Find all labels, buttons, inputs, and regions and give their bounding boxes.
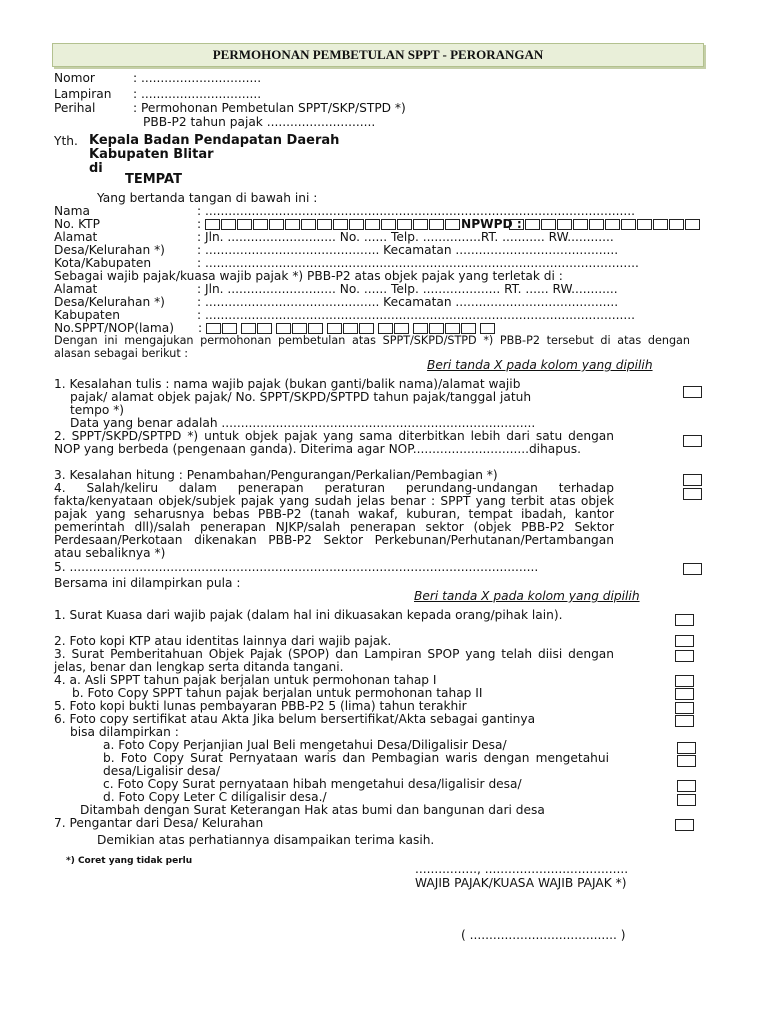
alasan-2: 2. SPPT/SKPD/SPTPD *) untuk objek pajak yang sama diterbitkan lebih dari satu dengan NOP yang berbeda (pengenaan ganda). Diterima agar NOP..............................dihapus. — [54, 429, 614, 456]
desa-label: Desa/Kelurahan *) — [54, 243, 165, 257]
lampiran-6-line-2: bisa dilampirkan : — [70, 725, 179, 739]
lampiran-4b-checkbox[interactable] — [675, 688, 694, 700]
kota-label: Kota/Kabupaten — [54, 256, 152, 270]
intro-text: Yang bertanda tangan di bawah ini : — [97, 191, 318, 205]
lampiran-5: 5. Foto kopi bukti lunas pembayaran PBB-P2 5 (lima) tahun terakhir — [54, 699, 467, 713]
signature-place-date[interactable]: ................, ..................................... — [415, 862, 629, 876]
sppt-label: No.SPPT/NOP(lama) — [54, 321, 174, 335]
recipient-line-1: Kepala Badan Pendapatan Daerah — [89, 133, 340, 148]
lampiran-6e: Ditambah dengan Surat Keterangan Hak atas bumi dan bangunan dari desa — [80, 803, 545, 817]
recipient-line-3: di — [89, 161, 103, 176]
lampiran-6b-checkbox[interactable] — [677, 755, 696, 767]
lampiran-1-checkbox[interactable] — [675, 614, 694, 626]
beri-tanda-1: Beri tanda X pada kolom yang dipilih — [427, 358, 653, 372]
alamat-label: Alamat — [54, 230, 98, 244]
lampiran-4a-checkbox[interactable] — [675, 675, 694, 687]
ktp-boxes[interactable] — [205, 219, 461, 230]
lampiran-7: 7. Pengantar dari Desa/ Kelurahan — [54, 816, 264, 830]
lampiran-6a: a. Foto Copy Perjanjian Jual Beli mengetahui Desa/Diligalisir Desa/ — [103, 738, 507, 752]
lampiran-3: 3. Surat Pemberitahuan Objek Pajak (SPOP) dan Lampiran SPOP yang telah diisi dengan jelas, benar dan lengkap serta ditanda tangani. — [54, 647, 614, 674]
alamat-field[interactable]: : Jln. ............................ No. ...... Telp. ...............RT. ........... RW............ — [197, 230, 614, 244]
perihal-value-2[interactable]: PBB-P2 tahun pajak ............................ — [143, 115, 376, 129]
lampiran-1: 1. Surat Kuasa dari wajib pajak (dalam hal ini dikuasakan kepada orang/pihak lain). — [54, 608, 563, 622]
lampiran-5-checkbox[interactable] — [675, 702, 694, 714]
alasan-1-line-2: pajak/ alamat objek pajak/ No. SPPT/SKPD/SPTPD tahun pajak/tanggal jatuh — [70, 390, 532, 404]
lampiran-6b: b. Foto Copy Surat Pernyataan waris dan Pembagian waris dengan mengetahui desa/Ligalisir desa/ — [103, 751, 609, 778]
perihal-value: : Permohonan Pembetulan SPPT/SKP/STPD *) — [133, 101, 406, 115]
lampiran-2-checkbox[interactable] — [675, 635, 694, 647]
lampiran-6d: d. Foto Copy Leter C diligalisir desa./ — [103, 790, 327, 804]
objek-kab-field[interactable]: : ............................................................................................................... — [197, 308, 636, 322]
ktp-label: No. KTP — [54, 217, 100, 231]
lampiran-6d-checkbox[interactable] — [677, 794, 696, 806]
closing-text: Demikian atas perhatiannya disampaikan terima kasih. — [97, 833, 435, 847]
alasan-5-checkbox[interactable] — [683, 563, 702, 575]
alasan-1-checkbox[interactable] — [683, 386, 702, 398]
alasan-5[interactable]: 5. ......................................................................................................................... — [54, 560, 539, 574]
alasan-1-line-1: 1. Kesalahan tulis : nama wajib pajak (bukan ganti/balik nama)/alamat wajib — [54, 377, 521, 391]
lampiran-4b: b. Foto Copy SPPT tahun pajak berjalan untuk permohonan tahap II — [72, 686, 483, 700]
alasan-1-line-3: tempo *) — [70, 403, 125, 417]
objek-kab-label: Kabupaten — [54, 308, 120, 322]
lampiran-6-checkbox[interactable] — [675, 715, 694, 727]
alasan-1-line-4[interactable]: Data yang benar adalah ................................................................................. — [70, 416, 536, 430]
lampiran-6a-checkbox[interactable] — [677, 742, 696, 754]
sppt-nop-boxes[interactable] — [206, 323, 496, 334]
lampiran-intro: Bersama ini dilampirkan pula : — [54, 576, 241, 590]
kota-field[interactable]: : ................................................................................................................ — [197, 256, 639, 270]
nama-label: Nama — [54, 204, 90, 218]
recipient-line-2: Kabupaten Blitar — [89, 147, 214, 162]
alasan-2-checkbox[interactable] — [683, 435, 702, 447]
lampiran-2: 2. Foto kopi KTP atau identitas lainnya dari wajib pajak. — [54, 634, 392, 648]
alasan-4: 4. Salah/keliru dalam penerapan peraturan perundang-undangan terhadap fakta/kenyataan objek/subjek pajak yang sudah jelas benar : SPPT yang terbit atas objek pajak yang seharusnya bebas PBB-P2 (tanah wakaf, kuburan, tempat ibadah, kantor pemerintah dll)/salah penerapan NJKP/salah penerapan sektor (objek PBB-P2 Sektor Perdesaan/Perkotaan dikenakan PBB-P2 Sektor Perkebunan/Perhutanan/Pertambangan atau sebaliknya *) — [54, 481, 614, 560]
npwpd-boxes[interactable] — [509, 219, 701, 230]
beri-tanda-2: Beri tanda X pada kolom yang dipilih — [414, 589, 640, 603]
objek-alamat-field[interactable]: : Jln. ............................ No. ...... Telp. .................... RT. ...... RW............ — [197, 282, 618, 296]
signature-name[interactable]: ( ...................................... ) — [461, 928, 626, 942]
desa-field[interactable]: : ............................................. Kecamatan .......................................... — [197, 243, 619, 257]
objek-alamat-label: Alamat — [54, 282, 98, 296]
alasan-4-checkbox[interactable] — [683, 488, 702, 500]
lampiran-value[interactable]: : ............................... — [133, 87, 262, 101]
objek-intro: Sebagai wajib pajak/kuasa wajib pajak *) PBB-P2 atas objek pajak yang terletak di : — [54, 269, 563, 283]
alasan-3: 3. Kesalahan hitung : Penambahan/Pengurangan/Perkalian/Pembagian *) — [54, 468, 498, 482]
lampiran-3-checkbox[interactable] — [675, 650, 694, 662]
lampiran-4a: 4. a. Asli SPPT tahun pajak berjalan untuk permohonan tahap I — [54, 673, 437, 687]
signature-role: WAJIB PAJAK/KUASA WAJIB PAJAK *) — [415, 876, 627, 890]
lampiran-label: Lampiran — [54, 87, 112, 101]
document-title: PERMOHONAN PEMBETULAN SPPT - PERORANGAN — [52, 43, 704, 67]
objek-desa-label: Desa/Kelurahan *) — [54, 295, 165, 309]
objek-desa-field[interactable]: : ............................................. Kecamatan .......................................... — [197, 295, 619, 309]
lampiran-6-line-1: 6. Foto copy sertifikat atau Akta Jika belum bersertifikat/Akta sebagai gantinya — [54, 712, 536, 726]
lampiran-7-checkbox[interactable] — [675, 819, 694, 831]
lampiran-6c-checkbox[interactable] — [677, 780, 696, 792]
nomor-value[interactable]: : ............................... — [133, 71, 262, 85]
yth-label: Yth. — [54, 134, 78, 148]
recipient-line-4: TEMPAT — [125, 172, 182, 187]
perihal-label: Perihal — [54, 101, 96, 115]
npwpd-label: NPWPD : — [461, 217, 522, 231]
alasan-3-checkbox[interactable] — [683, 474, 702, 486]
lampiran-6c: c. Foto Copy Surat pernyataan hibah mengetahui desa/ligalisir desa/ — [103, 777, 522, 791]
footnote: *) Coret yang tidak perlu — [66, 856, 193, 866]
nama-field[interactable]: : ............................................................................................................... — [197, 204, 636, 218]
nomor-label: Nomor — [54, 71, 95, 85]
dengan-text: Dengan ini mengajukan permohonan pembetulan atas SPPT/SKPD/STPD *) PBB-P2 tersebut di atas dengan alasan sebagai berikut : — [54, 334, 690, 360]
ktp-colon: : — [197, 217, 202, 231]
sppt-colon: : — [198, 321, 203, 335]
